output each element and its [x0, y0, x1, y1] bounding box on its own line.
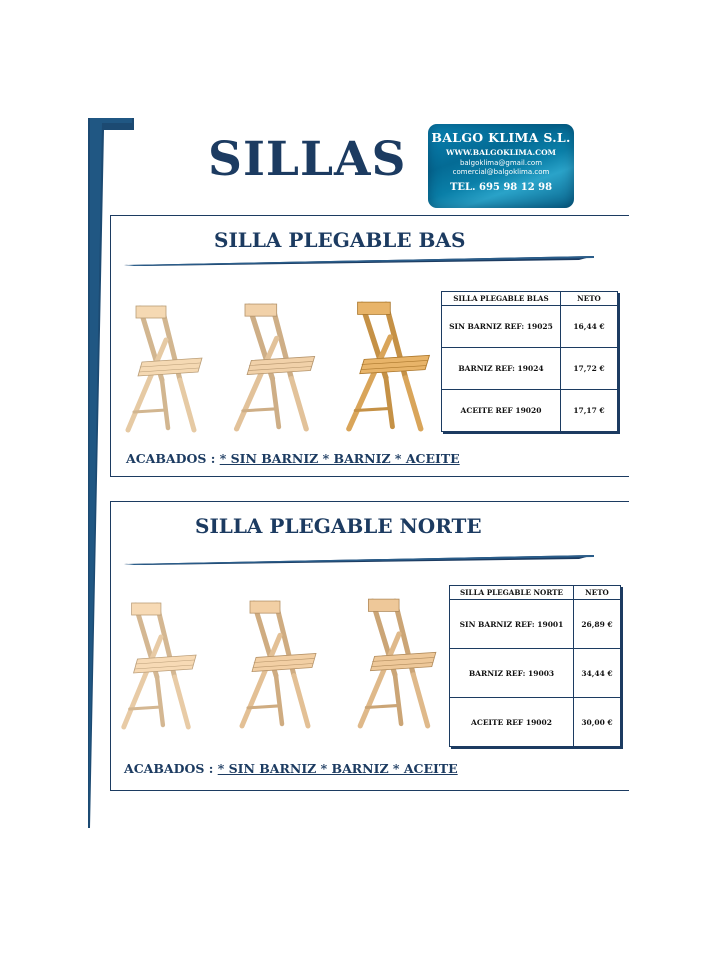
- table-cell-price: 30,00 €: [574, 698, 621, 747]
- chair-image: [114, 597, 202, 732]
- page-title: SILLAS: [208, 132, 407, 187]
- finishes-line-norte: [124, 761, 458, 776]
- chair-image: [338, 296, 436, 434]
- table-row: [450, 649, 621, 698]
- table-cell-ref: SIN BARNIZ REF: 19001: [450, 600, 574, 649]
- logo-website: WWW.BALGOKLIMA.COM: [446, 148, 556, 157]
- table-header-net: NETO: [574, 586, 621, 600]
- chair-image: [226, 298, 321, 434]
- title-underline-swoosh: [124, 255, 594, 267]
- chair-image: [118, 300, 208, 435]
- finishes-options: * SIN BARNIZ * BARNIZ * ACEITE: [217, 761, 458, 776]
- price-table-norte: [449, 585, 621, 747]
- company-logo: [428, 124, 574, 208]
- finishes-options: * SIN BARNIZ * BARNIZ * ACEITE: [219, 451, 460, 466]
- table-cell-ref: SIN BARNIZ REF: 19025: [442, 306, 561, 348]
- table-cell-price: 17,72 €: [561, 348, 618, 390]
- table-header-product: SILLA PLEGABLE NORTE: [450, 586, 574, 600]
- table-row: [442, 390, 618, 432]
- table-cell-price: 16,44 €: [561, 306, 618, 348]
- title-underline-swoosh: [124, 554, 594, 566]
- finishes-label: ACABADOS :: [126, 451, 216, 466]
- table-cell-price: 26,89 €: [574, 600, 621, 649]
- chair-image: [232, 595, 322, 731]
- table-cell-ref: ACEITE REF 19002: [450, 698, 574, 747]
- table-header-net: NETO: [561, 292, 618, 306]
- table-cell-price: 17,17 €: [561, 390, 618, 432]
- table-cell-ref: BARNIZ REF: 19024: [442, 348, 561, 390]
- product-title-bas: SILLA PLEGABLE BAS: [214, 228, 466, 252]
- chair-image: [350, 593, 442, 731]
- logo-phone: TEL. 695 98 12 98: [449, 182, 553, 193]
- price-table-bas: [441, 291, 618, 432]
- table-row: [450, 600, 621, 649]
- product-title-norte: SILLA PLEGABLE NORTE: [195, 514, 482, 538]
- finishes-line-bas: [126, 451, 460, 466]
- finishes-label: ACABADOS :: [124, 761, 214, 776]
- table-cell-ref: BARNIZ REF: 19003: [450, 649, 574, 698]
- table-cell-price: 34,44 €: [574, 649, 621, 698]
- table-cell-ref: ACEITE REF 19020: [442, 390, 561, 432]
- logo-email-2: comercial@balgoklima.com: [452, 168, 550, 176]
- table-header-product: SILLA PLEGABLE BLAS: [442, 292, 561, 306]
- table-row: [442, 306, 618, 348]
- logo-email-1: balgoklima@gmail.com: [459, 159, 543, 167]
- table-row: [450, 698, 621, 747]
- logo-company-name: BALGO KLIMA S.L.: [431, 130, 571, 145]
- table-row: [442, 348, 618, 390]
